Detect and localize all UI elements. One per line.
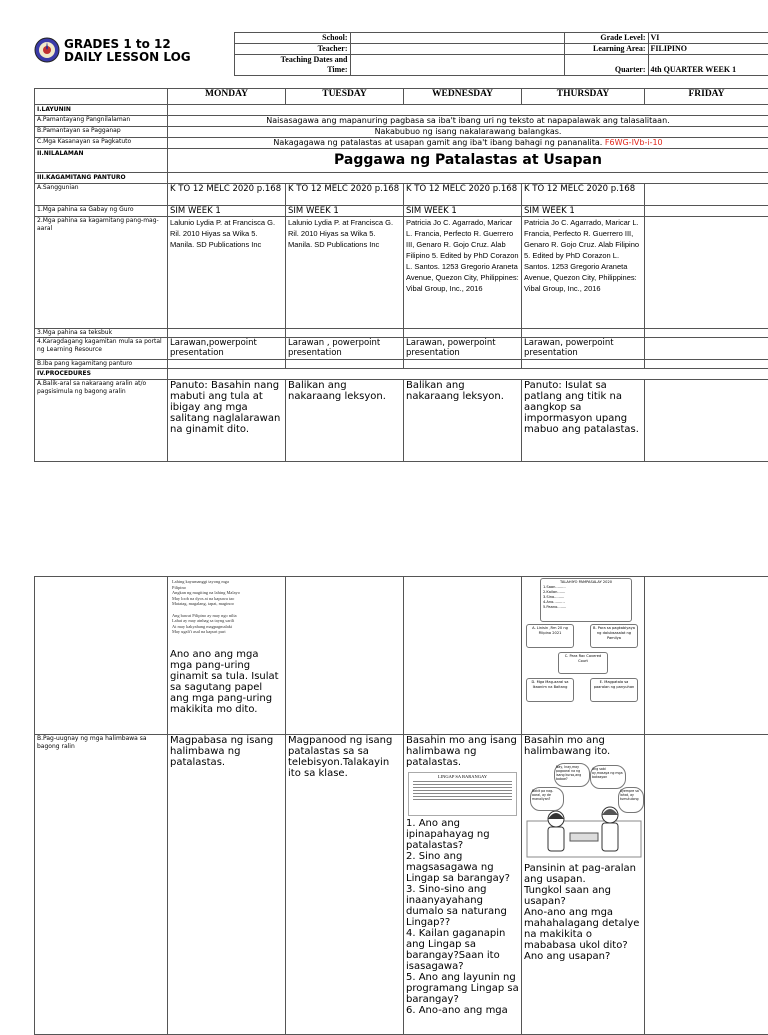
teacher-label: Teacher: [234,44,350,55]
comic-bubble: Bakit pa nag-aaral, ay de manaliyan? [530,787,564,811]
quarter-value-text: 4th QUARTER WEEK 1 [651,65,737,74]
kagamitan-cell: Patricia Jo C. Agarrado, Maricar L. Francia, Perfecto R. Guerrero III, Genaro R. Gojo Cruz. Alab Filipino 5. Edited by PhD Corazon L. Santos. 1253 Gregorio Araneta Avenue, Quezon City, Philippines: Vibal Group, Inc., 2016 [522,217,645,329]
title-line-2: DAILY LESSON LOG [64,51,191,64]
day-header: WEDNESDAY [404,89,522,105]
objective-c-code: F6WG-IVb-i-10 [605,138,663,147]
form-box-c: C. Para Rac Covered Court [558,652,608,674]
poem-line: Ang bawat Pilipino ay may ngo nilta [172,613,281,619]
kagamitan-cell [645,217,768,329]
procedure-a-label: A.Balik-aral sa nakaraang aralin at/o pagsisimula ng bagong aralin [35,380,168,462]
poem-line: Angkan ng magiting na lahing Malayo [172,590,281,596]
empty-cell [168,173,768,184]
gabay-cell: SIM WEEK 1 [404,206,522,217]
kagamitan-label: 2.Mga pahina sa kagamitang pang-mag-aaral [35,217,168,329]
kagamitan-cell: Lalunio Lydia P. at Francisca G. Ril. 2010 Hiyas sa Wika 5. Manila. SD Publications Inc [286,217,404,329]
notice-line [413,781,512,782]
area-label: Learning Area: [564,44,648,55]
objective-a-label: A.Pamantayang Pangnilalaman [35,116,168,127]
karagdagang-cell: Larawan, powerpoint presentation [404,338,522,360]
empty-cell [404,577,522,735]
school-field[interactable] [350,33,564,44]
gabay-label: 1.Mga pahina sa Gabay ng Guro [35,206,168,217]
empty-cell [286,329,404,338]
procedure-b-text: Basahin mo ang halimbawang ito. [524,735,642,757]
dates-field[interactable] [350,55,564,76]
grade-value[interactable]: VI [648,33,768,44]
day-header: TUESDAY [286,89,404,105]
lesson-log-table-continued [34,576,768,1035]
notice-line [413,799,512,800]
objective-c-cell [168,138,768,149]
notice-line [413,793,512,794]
poem-line: Lahat ay may ainhag sa tayng sarili [172,618,281,624]
day-header: MONDAY [168,89,286,105]
karagdagang-cell [645,338,768,360]
quarter-value[interactable] [648,55,768,76]
monday-cont-text: Ano ano ang mga mga pang-uring ginamit sa tula. Isulat sa sagutang papel ang mga pang-uring makikita mo dito. [170,649,283,715]
day-header: THURSDAY [522,89,645,105]
poem-line: Lahing kayumanggi tayong mga [172,579,281,585]
karagdagang-label: 4.Karagdagang kagamitan mula sa portal ng Learning Resource [35,338,168,360]
teksbuk-label: 3.Mga pahina sa teksbuk [35,329,168,338]
form-box-d: D. Mga Mag-aaral sa Ikaanim na Baitang [526,678,574,702]
gabay-cell [645,206,768,217]
thursday-b-cell [522,735,645,1035]
form-box-a: A. Linisin ,Rm 20 ng Filipino 2021 [526,624,574,648]
procedure-b-text: Basahin mo ang isang halimbawa ng patalastas. [406,735,519,768]
form-item: 3.Sino......... [543,595,629,600]
procedure-a-cell: Panuto: Basahin nang mabuti ang tula at ibigay ang mga salitang naglalarawan na ginamit dito. [168,380,286,462]
day-header: FRIDAY [645,89,768,105]
form-title: TALAHIYO PAMPASALAY 2020 [543,580,629,585]
kagamitan-cell: Lalunio Lydia P. at Francisca G. Ril. 2010 Hiyas sa Wika 5. Manila. SD Publications Inc [168,217,286,329]
procedure-b-cell: Magpanood ng isang patalastas sa sa telebisyon.Talakayin ito sa klase. [286,735,404,1035]
kagamitan-cell: Patricia Jo C. Agarrado, Maricar L. Francia, Perfecto R. Guerrero III, Genaro R. Gojo Cruz. Alab Filipino 5. Edited by PhD Corazon L. Santos. 1253 Gregorio Araneta Avenue, Quezon City, Philippines: Vibal Group, Inc., 2016 [404,217,522,329]
section-kagamitang: III.KAGAMITANG PANTURO [35,173,168,184]
lesson-log-table [34,88,768,462]
teacher-field[interactable] [350,44,564,55]
corner-cell [35,89,168,105]
objective-a-text: Naisasagawa ang mapanuring pagbasa sa iba't ibang uri ng teksto at napapalawak ang talasalitaan. [168,116,768,127]
poem-line: May loob na dyos at na kapuwa tao [172,596,281,602]
empty-cell [168,105,768,116]
quarter-label: Quarter: [615,65,646,74]
form-box-e: E. Magpatala sa paaralan ng panyuhan [590,678,638,702]
school-label: School: [234,33,350,44]
dates-label-1: Teaching Dates and [234,55,350,66]
notice-line [413,790,512,791]
title-line-1: GRADES 1 to 12 [64,38,171,51]
notice-line [413,787,512,788]
form-list-box [540,578,632,622]
gabay-cell: SIM WEEK 1 [522,206,645,217]
sanggunian-cell: K TO 12 MELC 2020 p.168 [168,184,286,206]
objective-b-label: B.Pamantayan sa Pagganap [35,127,168,138]
procedure-b-label: B.Pag-uugnay ng mga halimbawa sa bagong ralin [35,735,168,1035]
poem-line: May ugali't asal na kapuri puri [172,629,281,635]
notice-line [413,784,512,785]
wednesday-questions: 1. Ano ang ipinapahayag ng patalastas? 2. Sino ang magsasagawa ng Lingap sa barangay? 3. Sino-sino ang inaanyayahang dumalo sa naturang Lingap?? 4. Kailan gaganapin ang Lingap sa barangay?Saan ito isasagawa? 5. Ano ang layunin ng programang Lingap sa barangay? 6. Ano-ano ang mga [406,818,519,1016]
empty-cell [645,577,768,735]
procedure-a-cell [645,380,768,462]
sanggunian-label: A.Sanggunian [35,184,168,206]
sanggunian-cell [645,184,768,206]
procedure-b-cell: Magpabasa ng isang halimbawa ng patalastas. [168,735,286,1035]
gabay-cell: SIM WEEK 1 [286,206,404,217]
form-item: 4.Ano.......... [543,600,629,605]
comic-bubble: Ang sabi ay,masaya ng mga bakasyon [590,765,626,789]
poem-line: At may kakyahang magpagmalaki [172,624,281,630]
thursday-b-cont: Pansinin at pag-aralan ang usapan. Tungkol saan ang usapan? Ano-ano ang mga mahahalagang detalye na makikita o mababasa ukol dito? Ano ang usapan? [524,863,642,962]
poem-line: Pilipino [172,585,281,591]
form-item: 5.Paano........ [543,605,629,610]
form-item: 1.Saan......... [543,585,629,590]
form-item: 2.Kailan....... [543,590,629,595]
procedure-a-cell: Panuto: Isulat sa patlang ang titik na aangkop sa impormasyon upang mabuo ang patalastas. [522,380,645,462]
karagdagang-cell: Larawan, powerpoint presentation [522,338,645,360]
procedure-a-cell: Balikan ang nakaraang leksyon. [286,380,404,462]
thursday-form-cell [522,577,645,735]
empty-cell [404,329,522,338]
empty-cell [168,369,768,380]
wednesday-b-cell [404,735,522,1035]
karagdagang-cell: Larawan , powerpoint presentation [286,338,404,360]
procedure-a-cell: Balikan ang nakaraang leksyon. [404,380,522,462]
section-procedures: IV.PROCEDURES [35,369,168,380]
comic-illustration [526,763,640,859]
objective-c-text: Nakagagawa ng patalastas at usapan gamit ang iba't ibang bahagi ng pananalita. [273,138,602,147]
procedure-b-cell [645,735,768,1035]
empty-cell [645,360,768,369]
empty-cell [168,329,286,338]
objective-c-label: C.Mga Kasanayan sa Pagkatuto [35,138,168,149]
nilalaman-title: Paggawa ng Patalastas at Usapan [168,149,768,173]
empty-cell [522,360,645,369]
poem-thumbnail [170,579,283,645]
comic-bubble: Syempre sa lahat, ay tumutulong [618,787,644,813]
section-layunin: I.LAYUNIN [35,105,168,116]
header-table [34,32,768,76]
empty-cell [168,360,286,369]
quarter-label-cell [564,55,648,76]
monday-poem-cell [168,577,286,735]
objective-b-text: Nakabubuo ng isang nakalarawang balangkas. [168,127,768,138]
form-box-b: B. Para sa pagkabiyaya ng dalubsasalat ng Pamilya [590,624,638,648]
empty-cell [645,329,768,338]
empty-cell [522,329,645,338]
empty-cell [35,577,168,735]
area-value[interactable]: FILIPINO [648,44,768,55]
notice-line [413,796,512,797]
form-items [543,585,629,610]
comic-bubble: Nay, Inay,may pagaaral na ng isang kurso,ang babae? [554,763,590,787]
empty-cell [286,360,404,369]
sanggunian-cell: K TO 12 MELC 2020 p.168 [404,184,522,206]
sanggunian-cell: K TO 12 MELC 2020 p.168 [286,184,404,206]
section-nilalaman: II.NILALAMAN [35,149,168,173]
form-diagram [526,578,642,714]
karagdagang-cell: Larawan,powerpoint presentation [168,338,286,360]
iba-label: B.Iba pang kagamitang panturo [35,360,168,369]
notice-title: LINGAP SA BARANGAY [410,774,515,779]
empty-cell [286,577,404,735]
notice-thumbnail [408,772,517,816]
grade-label: Grade Level: [564,33,648,44]
sanggunian-cell: K TO 12 MELC 2020 p.168 [522,184,645,206]
dates-label-2: Time: [234,65,350,76]
empty-cell [404,360,522,369]
poem-line: Matatag, magalang, tapat, maginoo [172,601,281,607]
gabay-cell: SIM WEEK 1 [168,206,286,217]
